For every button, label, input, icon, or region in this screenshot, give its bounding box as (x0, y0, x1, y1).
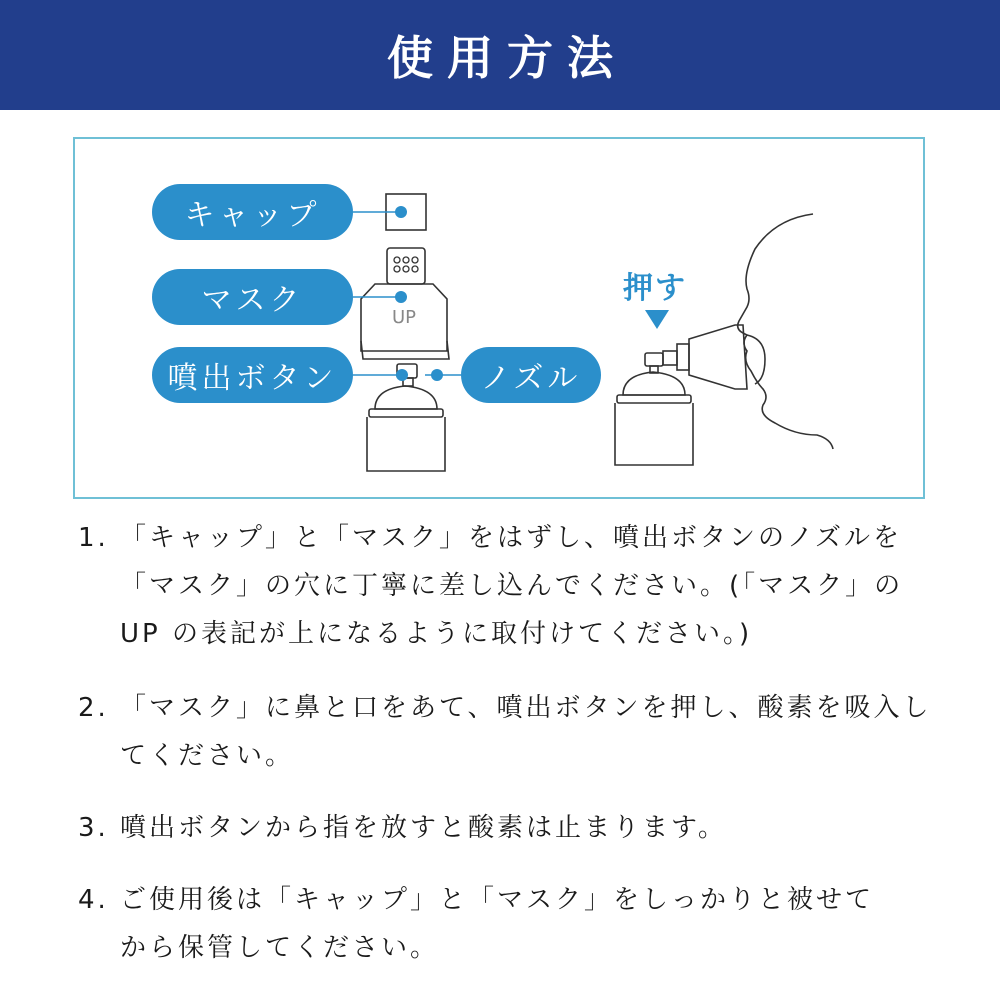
up-label: UP (391, 307, 417, 328)
mask-label: マスク (152, 269, 353, 325)
step-number: 3. (78, 813, 109, 843)
right-can-body (615, 403, 693, 465)
left-can-body (367, 417, 445, 471)
step-text-line: UP の表記が上になるように取付けてください。) (120, 619, 753, 649)
step-text-line: てください。 (120, 741, 295, 771)
step-number: 1. (78, 523, 109, 553)
nozzle-marker-dot (431, 369, 443, 381)
right-can-top (623, 372, 685, 395)
push-label: 押す (623, 271, 687, 306)
button-marker-dot (396, 369, 408, 381)
step-text-line: 「キャップ」と「マスク」をはずし、噴出ボタンのノズルを (120, 523, 902, 553)
face-profile (738, 214, 833, 449)
right-mask (689, 325, 747, 389)
left-can-top (375, 386, 437, 409)
title-banner (0, 0, 1000, 110)
step-text-line: 「マスク」の穴に丁寧に差し込んでください。(「マスク」の (120, 571, 904, 601)
step-text-line: 噴出ボタンから指を放すと酸素は止まります。 (120, 813, 727, 843)
button-label: 噴出ボタン (152, 347, 353, 403)
push-arrow (645, 310, 669, 329)
step-text-line: から保管してください。 (120, 933, 440, 963)
nozzle-label: ノズル (461, 347, 601, 403)
step-text-line: 「マスク」に鼻と口をあて、噴出ボタンを押し、酸素を吸入し (120, 693, 932, 723)
step-text-line: ご使用後は「キャップ」と「マスク」をしっかりと被せて (120, 885, 875, 915)
cap-marker-dot (395, 206, 407, 218)
step-number: 2. (78, 693, 109, 723)
page-title: 使用方法 (387, 31, 627, 85)
step-number: 4. (78, 885, 109, 915)
cap-label: キャップ (152, 184, 353, 240)
mask-marker-dot (395, 291, 407, 303)
usage-diagram (73, 137, 925, 499)
